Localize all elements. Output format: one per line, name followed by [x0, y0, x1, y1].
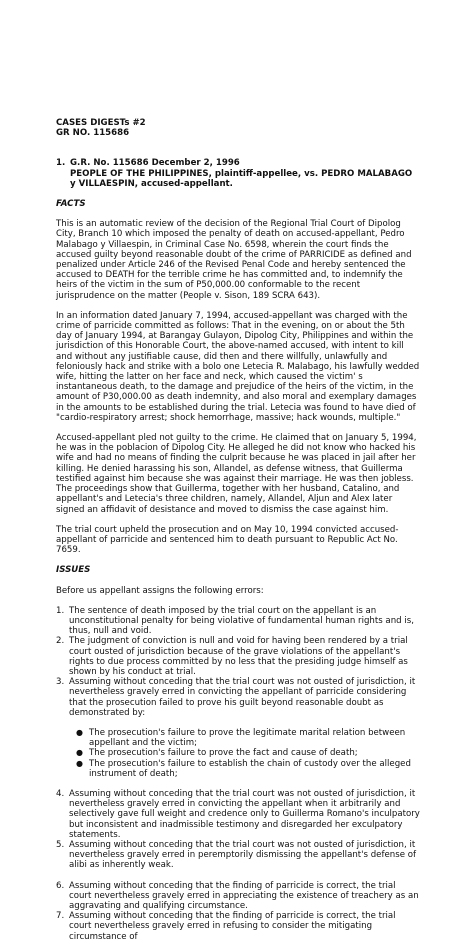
- list-item: [56, 881, 420, 912]
- facts-paragraph-3: Accused-appellant pled not guilty to the crime. He claimed that on January 5, 1994, he was in the poblacion of Dipolog City. He alleged he did not know who hacked his wife and had no means of finding the culprit because he was placed in jail after her killing. He denied harassing his son, Allandel, as defense witness, that Guillerma testified against him because she was against their marriage. He was then jobless. The proceedings show that Guillerma, together with her husband, Catalino, and appellant's and Letecia's three children, namely, Allandel, Aljun and Alex later signed an affidavit of desistance and moved to dismiss the case against him.: [56, 433, 417, 515]
- sub-items-list: [76, 728, 420, 779]
- item-text: The prosecution's failure to prove the legitimate marital relation between appellant and the victim;: [89, 727, 406, 749]
- errors-list-continued: [56, 789, 420, 871]
- list-item: [56, 840, 420, 871]
- list-item: [56, 677, 420, 718]
- item-text: The sentence of death imposed by the trial court on the appellant is an unconstitutional penalty for being violative of fundamental human rights and is, thus, null and void.: [69, 605, 414, 637]
- issues-intro: Before us appellant assigns the following errors:: [56, 585, 264, 596]
- item-text: The judgment of conviction is null and void for having been rendered by a trial court ousted of jurisdiction because of the grave violations of the appellant's rights to due process committed by no less that the presiding judge himself as shown by his conduct at trial.: [69, 636, 408, 677]
- list-item: [76, 728, 420, 748]
- case-title: [56, 158, 420, 189]
- list-item: [56, 789, 420, 840]
- case-title-line2: PEOPLE OF THE PHILIPPINES, plaintiff-appellee, vs. PEDRO MALABAGO y VILLAESPIN, accused-appellant.: [70, 168, 413, 189]
- item-number: 3.: [56, 677, 65, 688]
- header-title: CASES DIGESTs #2: [56, 118, 146, 128]
- list-item: [56, 636, 420, 677]
- list-item: [76, 759, 420, 779]
- bullet-icon: ●: [76, 748, 83, 758]
- item-text: The prosecution's failure to prove the fact and cause of death;: [89, 748, 358, 759]
- bullet-icon: ●: [76, 727, 83, 737]
- item-number: 5.: [56, 839, 65, 850]
- facts-heading: FACTS: [56, 199, 86, 210]
- errors-list: [56, 606, 420, 718]
- errors-list-final: [56, 881, 420, 942]
- issues-heading: ISSUES: [56, 565, 91, 576]
- item-number: 6.: [56, 880, 65, 891]
- item-text: Assuming without conceding that the trial court was not ousted of jurisdiction, it nevertheless gravely erred in convicting the appellant of parricide considering that the prosecution failed to prove his guilt beyond reasonable doubt as demonstrated by:: [69, 677, 416, 718]
- item-number: 1.: [56, 605, 65, 616]
- item-number: 4.: [56, 788, 65, 799]
- list-item: [76, 748, 420, 758]
- list-item: [56, 911, 420, 942]
- item-number: 7.: [56, 911, 65, 922]
- item-text: Assuming without conceding that the finding of parricide is correct, the trial court nevertheless gravely erred in refusing to consider the mitigating circumstance of: [69, 911, 396, 942]
- facts-paragraph-2: In an information dated January 7, 1994, accused-appellant was charged with the crime of parricide committed as follows: That in the evening, on or about the 5th day of January 1994, at Barangay Gulayon, Dipolog City, Philippines and within the jurisdiction of this Honorable Court, the above-named accused, with intent to kill and without any justifiable cause, did then and there willfully, unlawfully and feloniously hack and strike with a bolo one Letecia R. Malabago, his lawfully wedded wife, hitting the latter on her face and neck, which caused the victim' s instantaneous death, to the damage and prejudice of the heirs of the victim, in the amount of P30,000.00 as death indemnity, and also moral and exemplary damages in the amounts to be established during the trial. Letecia was found to have died of "cardio-respiratory arrest; shock hemorrhage, massive; hack wounds, multiple.": [56, 310, 420, 423]
- list-item: [56, 606, 420, 637]
- bullet-icon: ●: [76, 758, 83, 768]
- case-title-line1: G.R. No. 115686 December 2, 1996: [70, 158, 240, 169]
- item-text: Assuming without conceding that the trial court was not ousted of jurisdiction, it nevertheless gravely erred in peremptorily dismissing the appellant's defense of alibi as inherently weak.: [69, 839, 417, 871]
- document-page: [56, 118, 420, 942]
- case-number: 1.: [56, 158, 66, 169]
- facts-paragraph-4: The trial court upheld the prosecution and on May 10, 1994 convicted accused-appellant of parricide and sentenced him to death pursuant to Republic Act No. 7659.: [56, 524, 399, 556]
- item-text: Assuming without conceding that the trial court was not ousted of jurisdiction, it nevertheless gravely erred in convicting the appellant when it arbitrarily and selectively gave full weight and credence only to Guillerma Romano's inculpatory but inconsistent and inadmissible testimony and disregarded her exculpatory statements.: [69, 788, 420, 840]
- item-text: Assuming without conceding that the finding of parricide is correct, the trial court nevertheless gravely erred in appreciating the existence of treachery as an aggravating and qualifying circumstance.: [69, 880, 419, 911]
- facts-paragraph-1: This is an automatic review of the decision of the Regional Trial Court of Dipolog City, Branch 10 which imposed the penalty of death on accused-appellant, Pedro Malabago y Villaespin, in Criminal Case No. 6598, wherein the court finds the accused guilty beyond reasonable doubt of the crime of PARRICIDE as defined and penalized under Article 246 of the Revised Penal Code and hereby sentenced the accused to DEATH for the terrible crime he has committed and, to indemnify the heirs of the victim in the sum of P50,000.00 conformable to the recent jurisprudence on the matter (People v. Sison, 189 SCRA 643).: [56, 219, 412, 301]
- header-gr-number: GR NO. 115686: [56, 128, 130, 139]
- item-number: 2.: [56, 636, 65, 647]
- item-text: The prosecution's failure to establish the chain of custody over the alleged instrument of death;: [89, 758, 411, 779]
